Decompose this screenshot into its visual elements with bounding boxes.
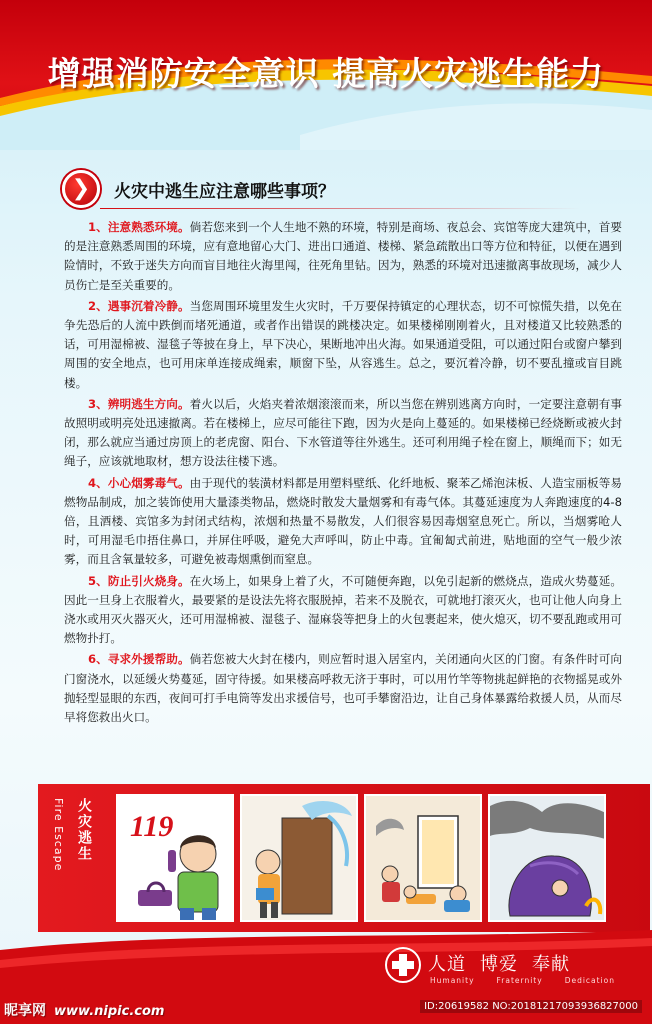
- phone-call-illustration: [118, 796, 234, 922]
- slogan-english: [430, 976, 637, 985]
- escape-route-illustration: [366, 796, 482, 922]
- watermark-site: 昵享网: [4, 1003, 46, 1019]
- tip-heading: 3、辨明逃生方向。: [88, 396, 190, 411]
- tips-content: [64, 218, 622, 729]
- tip-paragraph: [64, 572, 622, 649]
- header-banner: [0, 0, 652, 150]
- watermark: [4, 1000, 164, 1020]
- strip-label-cn: 火灾逃生: [76, 798, 92, 862]
- illustration-wet-blanket: [488, 794, 606, 922]
- slogan-word: 奉献: [532, 954, 570, 975]
- tip-text: 倘若您来到一个人生地不熟的环境，特别是商场、夜总会、宾馆等庞大建筑中，首要的是注意熟悉周围的环境，应有意地留心大门、进出口通道、楼梯、紧急疏散出口等方位和特征，以便在遇到险情时，不致于迷失方向而盲目地往火海里闯，往死角里钻。因为，熟悉的环境对迅速撤离事故现场，减少人员伤亡是至关重要的。: [64, 220, 622, 292]
- page-title: 增强消防安全意识 提高火灾逃生能力: [47, 54, 605, 93]
- emergency-number: 119: [130, 810, 174, 843]
- wet-blanket-illustration: [490, 796, 606, 922]
- tip-text: 倘若您被大火封在楼内，则应暂时退入居室内，关闭通向火区的门窗。有条件时可向门窗浇水，以延缓火势蔓延，固守待援。如果楼高呼救无济于事时，可以用竹竿等物挑起鲜艳的衣物摇晃或外抛轻型显眼的东西，夜间可打手电筒等发出求援信号，也可手攀窗沿边，让自己身体暴露给救援人员，从而尽早将您救出火口。: [64, 652, 622, 725]
- slogan-word: 人道: [428, 954, 466, 975]
- strip-label-en: Fire Escape: [52, 798, 65, 872]
- illustration-escape-route: [364, 794, 482, 922]
- section-heading: [62, 170, 602, 208]
- slogan-en-word: Fraternity: [496, 976, 543, 985]
- tip-heading: 2、遇事沉着冷静。: [88, 298, 190, 313]
- watermark-url: www.nipic.com: [54, 1004, 165, 1019]
- image-id-label: ID:20619582 NO:20181217093936827000: [420, 1000, 642, 1013]
- tip-text: 当您周围环境里发生火灾时，千万要保持镇定的心理状态，切不可惊慌失措，以免在争先恐后的人流中跌倒而堵死通道，或者作出错误的跳楼决定。如果楼梯刚刚着火，且对楼道又比较熟悉的话，可用湿棉被、湿毯子等披在身上，早下决心，果断地冲出火海。如果通道受阻，可以通过阳台或窗户攀到周围的安全地点，也可用床单连接成绳索，顺窗下坠，从容逃生。总之，要沉着冷静，切不要乱撞或盲目跳楼。: [64, 298, 622, 390]
- tip-heading: 4、小心烟雾毒气。: [88, 475, 190, 490]
- tip-text: 着火以后，火焰夹着浓烟滚滚而来，所以当您在辨别逃离方向时，一定要注意朝有事故照明或明亮处迅速撤离。若在楼梯上，应尽可能往下跑，因为火是向上蔓延的。如果楼梯已经烧断或被火封闭，那么就应当通过房顶上的老虎窗、阳台、下水管道等往外逃生。还可利用绳子栓在窗上，顺绳而下；如无绳子，应该就地取材，想方设法往楼下逃。: [64, 396, 622, 469]
- door-water-illustration: [242, 796, 358, 922]
- illustration-door-water: [240, 794, 358, 922]
- slogan-en-word: Humanity: [430, 976, 475, 985]
- tip-text: 由于现代的装潢材料都是用塑料壁纸、化纤地板、聚苯乙烯泡沫板、人造宝丽板等易燃物品制成，加之装饰使用大量漆类物品，燃烧时散发大量烟雾和有毒气体。其蔓延速度为人奔跑速度的4-8倍，且酒楼、宾馆多为封闭式结构，浓烟和热量不易散发，人们很容易因毒烟窒息死亡。所以，当烟雾呛人时，可用湿毛巾捂住鼻口，并屏住呼吸，避免大声呼叫，防止中毒。宜匍匐式前进，贴地面的空气一般少浓雾，而且含氧量较多，可避免被毒烟熏倒而窒息。: [64, 475, 622, 567]
- red-cross-icon: [384, 946, 422, 984]
- tip-text: 在火场上，如果身上着了火，不可随便奔跑，以免引起新的燃烧点，造成火势蔓延。因此一旦身上衣服着火，最要紧的是设法先将衣服脱掉，若来不及脱衣，可就地打滚灭火，也可让他人向身上浇水或用灭火器灭火，还可用湿棉被、湿毯子、湿麻袋等把身上的火包裹起来，使火熄灭，切不要乱跑或用可燃物扑打。: [64, 573, 622, 646]
- tip-paragraph: [64, 395, 622, 472]
- tip-paragraph: [64, 474, 622, 570]
- tip-paragraph: [64, 650, 622, 727]
- fire-escape-strip: [38, 784, 650, 932]
- section-divider: [100, 208, 580, 209]
- illustration-call-119: [116, 794, 234, 922]
- tip-paragraph: [64, 297, 622, 393]
- strip-label: [38, 784, 108, 932]
- chevron-right-icon: ❯: [62, 170, 100, 208]
- section-title: 火灾中逃生应注意哪些事项？: [114, 181, 335, 202]
- tip-paragraph: [64, 218, 622, 295]
- slogan-en-word: Dedication: [564, 976, 616, 985]
- tip-heading: 6、寻求外援帮助。: [88, 652, 190, 667]
- tip-heading: 5、防止引火烧身。: [88, 573, 190, 588]
- slogan-word: 博爱: [480, 954, 518, 975]
- tip-heading: 1、注意熟悉环境。: [88, 220, 190, 234]
- slogan: [428, 950, 584, 976]
